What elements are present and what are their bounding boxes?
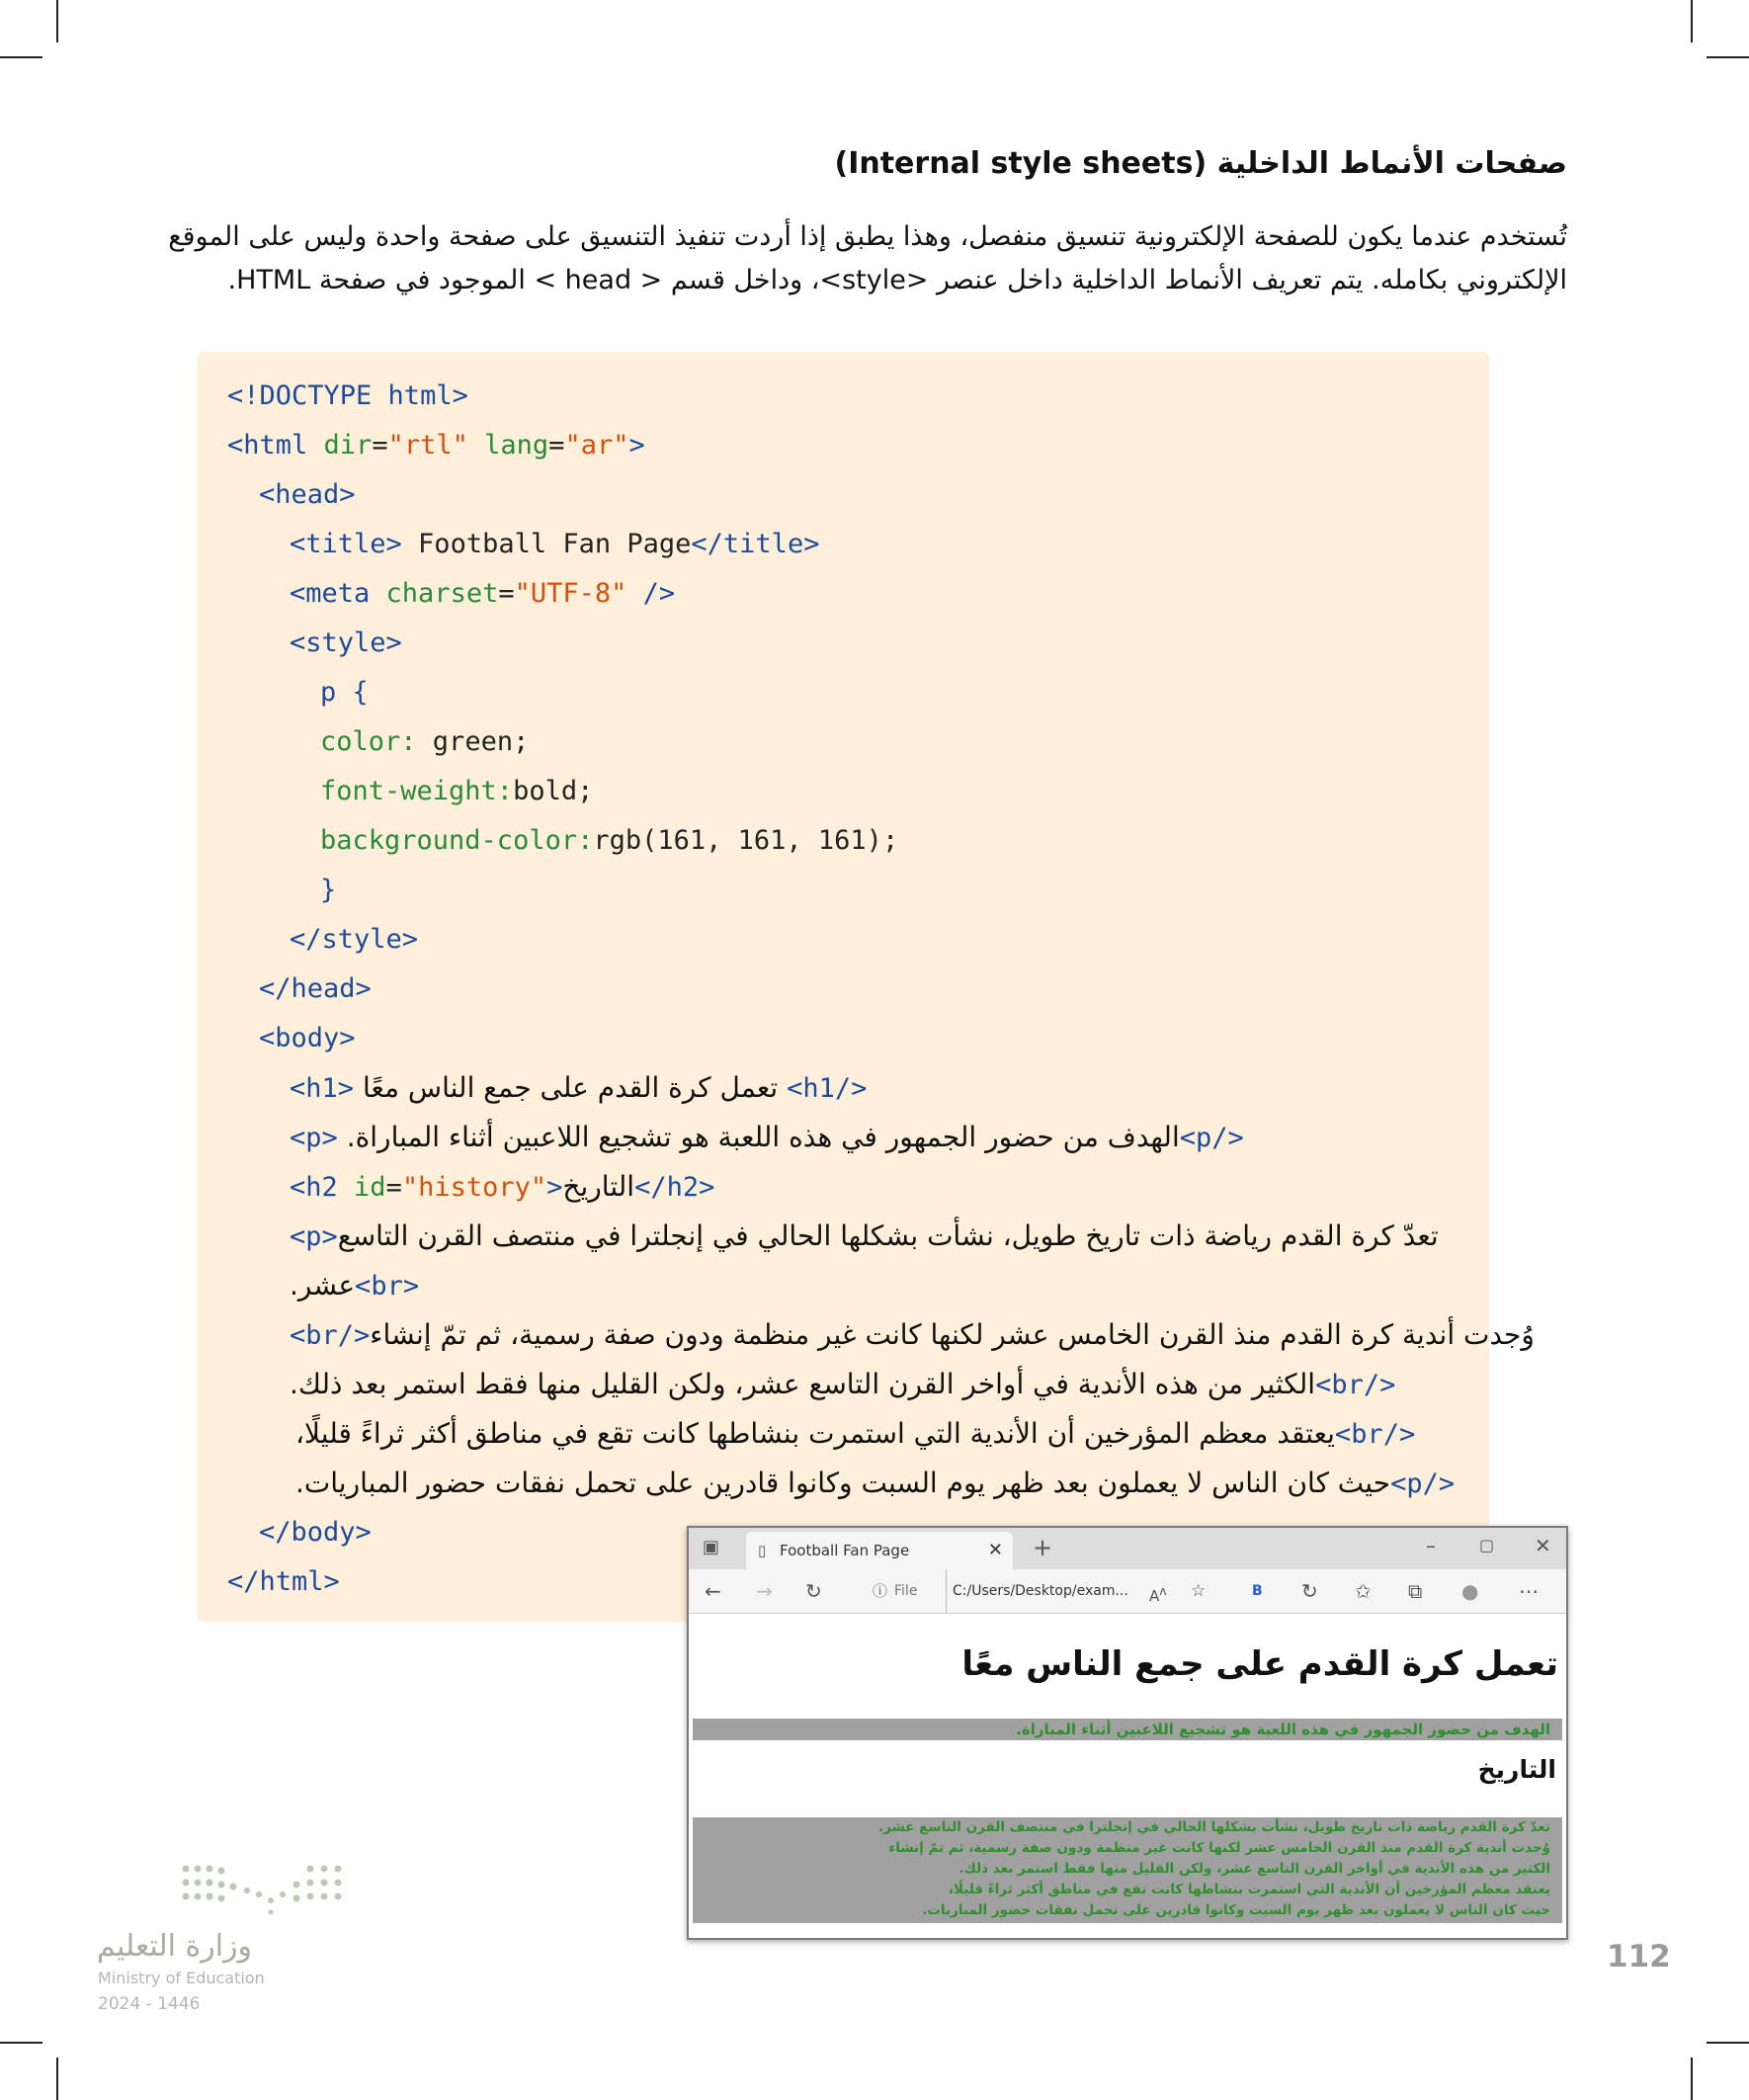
new-tab-icon[interactable]: +: [1033, 1534, 1053, 1561]
code-token: "ar": [564, 430, 629, 461]
close-tab-icon[interactable]: ✕: [987, 1540, 1003, 1560]
code-line: [227, 1557, 340, 1607]
intro-line-2: الإلكتروني بكامله. يتم تعريف الأنماط الداخلية داخل عنصر <style>، وداخل قسم < head > الموجود في صفحة HTML.: [227, 265, 1567, 295]
code-token: Football Fan Page: [401, 529, 692, 559]
code-line: [227, 421, 645, 470]
code-line: [259, 470, 356, 520]
code-token: "history": [401, 1172, 547, 1203]
code-token: <title>: [290, 529, 402, 559]
code-token: =: [385, 1172, 402, 1203]
code-token: color:: [320, 726, 417, 757]
ministry-name-arabic: وزارة التعليم: [97, 1929, 253, 1964]
code-token: تعمل كرة القدم على جمع الناس معًا: [354, 1071, 788, 1104]
preview-line: وُجدت أندية كرة القدم منذ القرن الخامس عشر لكنها كانت غير منظمة ودون صفة رسمية، ثم تمّ إنشاء: [888, 1840, 1550, 1856]
address-input[interactable]: C:/Users/Desktop/exam...: [946, 1569, 1128, 1613]
forward-icon[interactable]: →: [756, 1579, 773, 1603]
code-token: <meta: [290, 578, 371, 609]
code-line: [290, 1261, 419, 1310]
code-token: <head>: [259, 479, 356, 510]
crop-mark: [1707, 2042, 1749, 2044]
code-token: =: [372, 430, 388, 461]
minimize-icon[interactable]: –: [1426, 1534, 1436, 1557]
tab-title: Football Fan Page: [780, 1542, 910, 1559]
favorites-icon[interactable]: ✩: [1355, 1579, 1372, 1603]
code-token: background-color:: [320, 825, 594, 856]
code-token: </head>: [259, 973, 372, 1004]
code-token: <h2: [290, 1172, 338, 1203]
browser-window: [687, 1526, 1568, 1940]
code-token: </title>: [691, 529, 820, 559]
crop-mark: [0, 2042, 42, 2044]
more-icon[interactable]: ⋯: [1519, 1579, 1539, 1603]
sync-icon[interactable]: ↻: [1301, 1579, 1318, 1603]
extension-icon[interactable]: B: [1252, 1583, 1263, 1599]
crop-mark: [1691, 2058, 1693, 2100]
intro-line-1: تُستخدم عندما يكون للصفحة الإلكترونية تنسيق منفصل، وهذا يطبق إذا أردت تنفيذ التنسيق على صفحة واحدة وليس على الموقع: [168, 221, 1567, 252]
preview-line: حيث كان الناس لا يعملون بعد ظهر يوم السبت وكانوا قادرين على تحمل نفقات حضور المباريات.: [922, 1902, 1550, 1918]
code-listing: [198, 352, 1535, 1622]
info-icon: ⓘ: [873, 1582, 888, 1600]
code-line: [290, 1212, 1439, 1261]
code-token: }: [320, 875, 337, 905]
code-token: <style>: [290, 628, 402, 658]
code-token: الهدف من حضور الجمهور في هذه اللعبة هو تشجيع اللاعبين أثناء المباراة.: [337, 1121, 1180, 1153]
code-token: p {: [320, 677, 369, 708]
ministry-logo-icon: [178, 1861, 356, 1916]
code-token: <br>: [355, 1271, 420, 1302]
crop-mark: [56, 0, 58, 42]
code-token: </br>: [1315, 1370, 1396, 1400]
back-icon[interactable]: ←: [705, 1579, 721, 1603]
code-token: </h1>: [787, 1073, 868, 1104]
code-line: [259, 1508, 372, 1557]
browser-tab[interactable]: [746, 1532, 1013, 1569]
section-heading: صفحات الأنماط الداخلية (Internal style sheets): [834, 146, 1567, 181]
file-label: File: [894, 1583, 918, 1599]
code-token: <h1>: [290, 1073, 355, 1104]
ministry-name-english: Ministry of Education: [98, 1969, 265, 1987]
tab-actions-icon[interactable]: ▣: [703, 1537, 720, 1557]
code-token: green;: [416, 726, 530, 757]
code-token: <html: [227, 430, 308, 461]
code-line: [290, 569, 675, 619]
code-line: [227, 372, 468, 421]
code-token: =: [548, 430, 565, 461]
code-token: charset: [385, 578, 499, 609]
code-token: الكثير من هذه الأندية في أواخر القرن التاسع عشر، ولكن القليل منها فقط استمر بعد ذلك.: [290, 1368, 1316, 1400]
code-token: id: [354, 1172, 386, 1203]
preview-heading-1: تعمل كرة القدم على جمع الناس معًا: [961, 1644, 1558, 1684]
collections-icon[interactable]: ⧉: [1408, 1579, 1423, 1603]
code-token: rgb(161, 161, 161);: [593, 825, 899, 856]
code-token: </style>: [290, 924, 419, 955]
intro-paragraph: [168, 215, 1567, 302]
crop-mark: [1691, 0, 1693, 42]
preview-line: تعدّ كرة القدم رياضة ذات تاريخ طويل، نشأت بشكلها الحالي في إنجلترا في منتصف القرن التاسع عشر.: [877, 1819, 1550, 1835]
code-token: </br>: [1334, 1419, 1416, 1450]
code-line: [320, 668, 369, 717]
code-line: [290, 1360, 1395, 1409]
code-token: حيث كان الناس لا يعملون بعد ظهر يوم السبت وكانوا قادرين على تحمل نفقات حضور المباريات.: [295, 1467, 1391, 1499]
code-token: تعدّ كرة القدم رياضة ذات تاريخ طويل، نشأت بشكلها الحالي في إنجلترا في منتصف القرن التاسع: [337, 1219, 1439, 1252]
refresh-icon[interactable]: ↻: [805, 1579, 822, 1603]
code-token: </p>: [1390, 1469, 1456, 1499]
preview-paragraph-2: [693, 1817, 1562, 1923]
code-token: dir: [323, 430, 373, 461]
profile-icon[interactable]: ●: [1461, 1579, 1479, 1603]
close-window-icon[interactable]: ✕: [1535, 1534, 1551, 1557]
code-line: [320, 816, 898, 866]
code-token: </h2>: [634, 1172, 715, 1203]
code-token: </body>: [259, 1517, 372, 1548]
code-line: [290, 1063, 867, 1113]
code-token: </br>: [290, 1320, 371, 1351]
code-line: [290, 1113, 1244, 1162]
code-token: />: [626, 578, 676, 609]
page-icon: ▯: [758, 1542, 767, 1559]
code-token: font-weight:: [320, 776, 514, 806]
preview-line: الكثير من هذه الأندية في أواخر القرن التاسع عشر، ولكن القليل منها فقط استمر بعد ذلك.: [958, 1861, 1550, 1877]
address-toolbar: [689, 1569, 1566, 1614]
read-aloud-icon[interactable]: $A^ʌ$: [1149, 1583, 1167, 1605]
code-line: [295, 1459, 1455, 1508]
code-line: [290, 915, 418, 965]
code-line: [290, 619, 402, 668]
code-token: </p>: [1179, 1123, 1244, 1153]
code-line: [295, 1409, 1415, 1459]
code-line: [259, 1014, 356, 1063]
code-token: "UTF-8": [514, 578, 627, 609]
code-token: >: [628, 430, 645, 461]
code-token: يعتقد معظم المؤرخين أن الأندية التي استمرت بنشاطها كانت تقع في مناطق أكثر ثراءً قليلًا،: [295, 1417, 1335, 1450]
code-token: <!DOCTYPE html>: [227, 380, 468, 411]
code-line: [320, 767, 593, 816]
code-token: =: [498, 578, 515, 609]
crop-mark: [0, 56, 42, 58]
code-line: [290, 520, 819, 569]
code-token: <p>: [290, 1123, 338, 1153]
preview-line: يعتقد معظم المؤرخين أن الأندية التي استمرت بنشاطها كانت تقع في مناطق أكثر ثراءً قليلًا،: [948, 1882, 1550, 1897]
code-token: lang: [484, 430, 549, 461]
code-token: <body>: [259, 1023, 356, 1053]
code-token: "rtl": [387, 430, 468, 461]
crop-mark: [1707, 56, 1749, 58]
code-token: التاريخ: [562, 1170, 635, 1203]
maximize-icon[interactable]: ▢: [1479, 1536, 1495, 1554]
page-number: 112: [1607, 1939, 1671, 1974]
browser-titlebar: [689, 1528, 1566, 1569]
code-line: [320, 717, 529, 767]
preview-paragraph-1: الهدف من حضور الجمهور في هذه اللعبة هو تشجيع اللاعبين أثناء المباراة.: [693, 1719, 1562, 1740]
code-token: عشر.: [290, 1269, 356, 1302]
code-line: [259, 965, 372, 1014]
code-token: >: [546, 1172, 563, 1203]
code-line: [290, 1162, 714, 1212]
code-token: </html>: [227, 1566, 340, 1597]
favorites-add-icon[interactable]: ☆: [1191, 1581, 1207, 1601]
code-token: وُجدت أندية كرة القدم منذ القرن الخامس عشر لكنها كانت غير منظمة ودون صفة رسمية، ثم تمّ إنشاء: [370, 1318, 1535, 1351]
preview-heading-2: التاريخ: [1477, 1755, 1556, 1784]
code-line: [320, 866, 336, 915]
code-line: [290, 1310, 1535, 1360]
crop-mark: [56, 2058, 58, 2100]
code-token: <p>: [290, 1221, 338, 1252]
code-token: bold;: [513, 776, 594, 806]
edition-year: 2024 - 1446: [98, 1994, 201, 2014]
